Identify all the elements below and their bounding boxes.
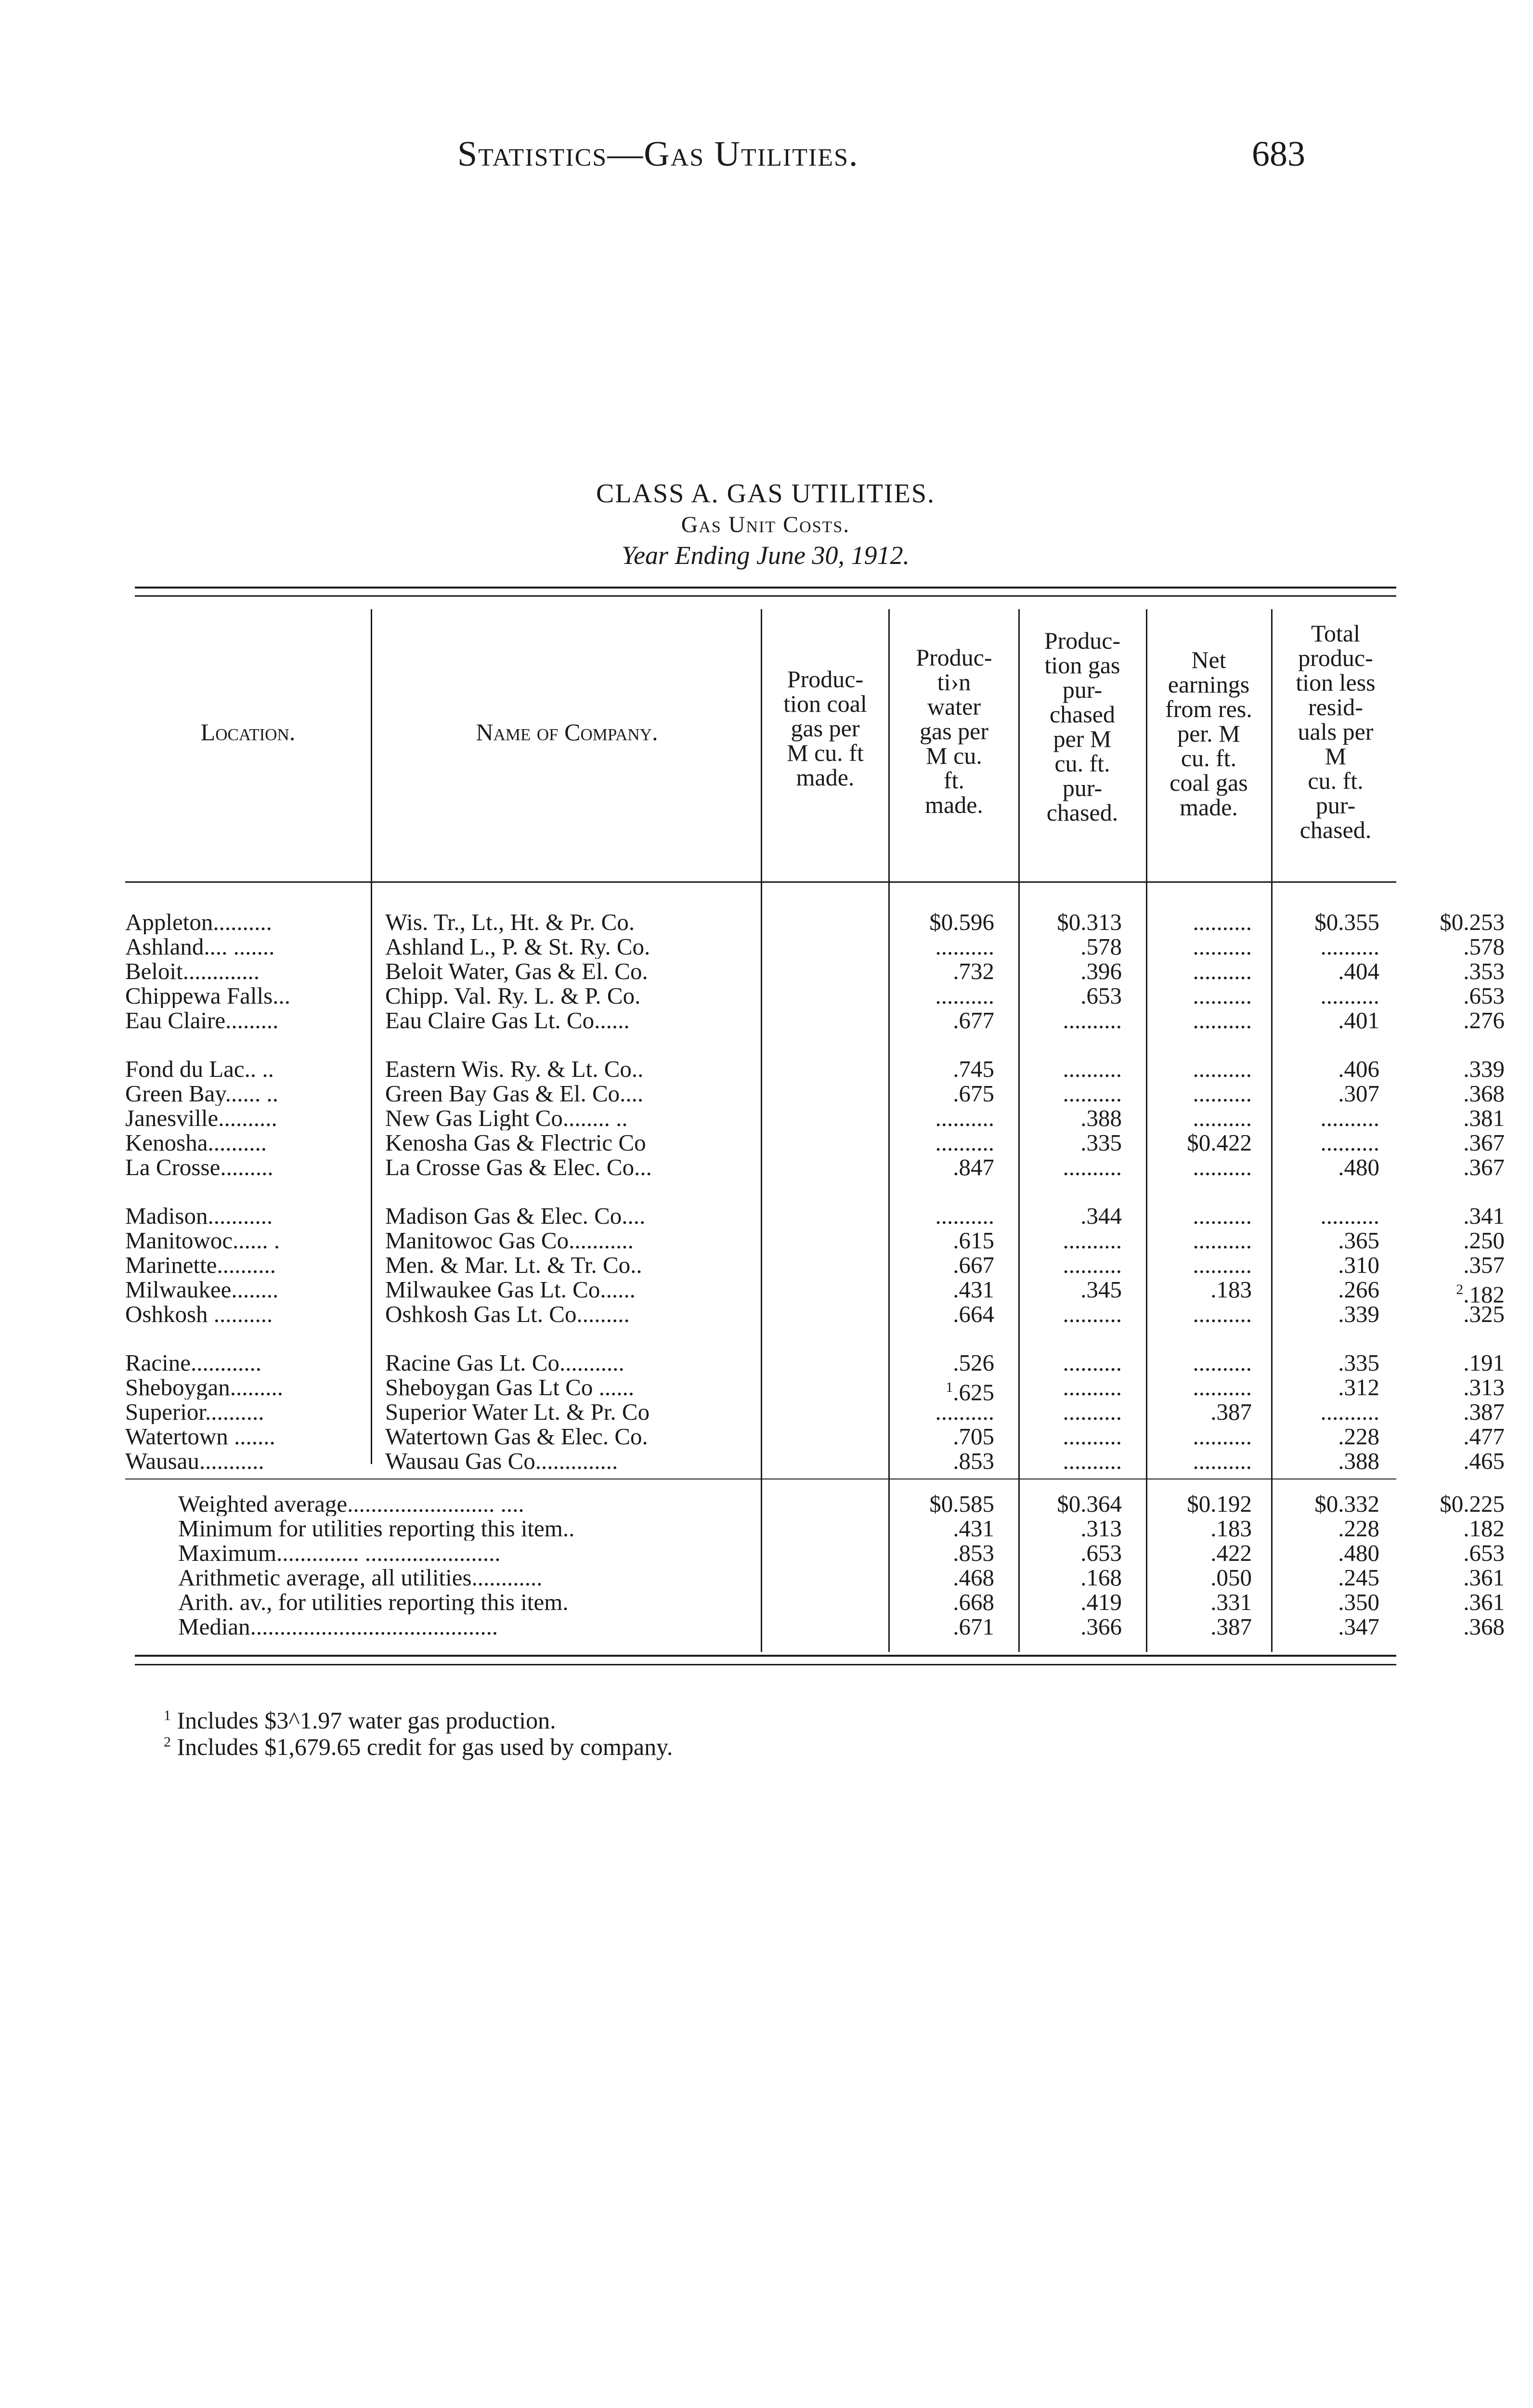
table-row: [125, 1155, 1505, 1179]
value-cell: .183: [1210, 1278, 1252, 1302]
summary-value: .853: [953, 1541, 994, 1565]
summary-value: .350: [1338, 1590, 1379, 1614]
value-cell: ..........: [1193, 1204, 1252, 1228]
summary-value: .431: [953, 1517, 994, 1541]
value-cell: .745: [953, 1057, 994, 1081]
value-cell: .367: [1463, 1155, 1505, 1179]
summary-value: $0.225: [1440, 1492, 1505, 1516]
value-cell: .266: [1338, 1278, 1379, 1302]
table-row: [125, 1425, 1505, 1449]
value-cell: ..........: [1193, 1082, 1252, 1106]
table-row: [125, 1302, 1505, 1326]
company-cell: Kenosha Gas & Flectric Co: [385, 1131, 646, 1155]
location-cell: Manitowoc...... .: [125, 1229, 280, 1253]
footnote-ref: 2: [1456, 1282, 1464, 1297]
value-cell: .396: [1080, 959, 1122, 983]
company-cell: Milwaukee Gas Lt. Co......: [385, 1278, 636, 1302]
value-cell: .325: [1463, 1302, 1505, 1326]
value-cell: .677: [953, 1008, 994, 1033]
table-title: CLASS A. GAS UTILITIES.: [596, 479, 935, 509]
company-cell: Watertown Gas & Elec. Co.: [385, 1425, 648, 1449]
value-cell: ..........: [1063, 1253, 1122, 1277]
value-cell: .388: [1338, 1449, 1379, 1473]
company-cell: Eastern Wis. Ry. & Lt. Co..: [385, 1057, 644, 1081]
header-location: Location.: [200, 719, 296, 746]
summary-value: .361: [1463, 1590, 1505, 1614]
value-cell: .387: [1463, 1400, 1505, 1424]
top-rule-2: [135, 595, 1396, 597]
value-cell: .367: [1463, 1131, 1505, 1155]
value-cell: .353: [1463, 959, 1505, 983]
summary-value: .419: [1080, 1590, 1122, 1614]
company-cell: La Crosse Gas & Elec. Co...: [385, 1155, 652, 1179]
value-cell: $0.313: [1057, 910, 1122, 934]
summary-value: .245: [1338, 1566, 1379, 1590]
company-cell: Wausau Gas Co..............: [385, 1449, 618, 1473]
bottom-rule-1: [135, 1655, 1396, 1657]
table-subtitle: Gas Unit Costs.: [681, 512, 850, 537]
value-cell: ..........: [1063, 1351, 1122, 1375]
summary-value: .387: [1210, 1615, 1252, 1639]
header-water-gas: Produc- ti›n water gas per M cu. ft. made.: [916, 644, 992, 818]
summary-value: .183: [1210, 1517, 1252, 1541]
value-cell: ..........: [1193, 1302, 1252, 1326]
table-row: [125, 1449, 1505, 1473]
company-cell: Chipp. Val. Ry. L. & P. Co.: [385, 984, 641, 1008]
col-divider-location: [371, 609, 372, 1464]
location-cell: Sheboygan.........: [125, 1375, 283, 1400]
summary-value: .228: [1338, 1517, 1379, 1541]
value-cell: .615: [953, 1229, 994, 1253]
value-cell: ..........: [935, 1131, 994, 1155]
footnotes: [164, 1707, 1319, 1760]
value-cell: $0.422: [1187, 1131, 1252, 1155]
value-cell: .526: [953, 1351, 994, 1375]
value-cell: .387: [1210, 1400, 1252, 1424]
value-cell: .191: [1463, 1351, 1505, 1375]
location-cell: La Crosse.........: [125, 1155, 273, 1179]
location-cell: Fond du Lac.. ..: [125, 1057, 274, 1081]
value-cell: .653: [1080, 984, 1122, 1008]
value-cell: .339: [1463, 1057, 1505, 1081]
summary-value: .468: [953, 1566, 994, 1590]
table-row: [125, 1008, 1505, 1033]
summary-value: .313: [1080, 1517, 1122, 1541]
value-cell: ..........: [1193, 1425, 1252, 1449]
table-row: [125, 984, 1505, 1008]
value-cell: .480: [1338, 1155, 1379, 1179]
location-cell: Marinette..........: [125, 1253, 276, 1277]
value-cell: ..........: [1320, 1204, 1379, 1228]
value-cell: .228: [1338, 1425, 1379, 1449]
value-cell: .732: [953, 959, 994, 983]
value-cell: .853: [953, 1449, 994, 1473]
value-cell: ..........: [1063, 1008, 1122, 1033]
value-cell: ..........: [1193, 910, 1252, 934]
summary-value: .347: [1338, 1615, 1379, 1639]
value-cell: ..........: [1193, 1106, 1252, 1130]
value-cell: $0.355: [1314, 910, 1379, 934]
value-cell: ..........: [1193, 1375, 1252, 1400]
summary-value: .671: [953, 1615, 994, 1639]
location-cell: Ashland.... .......: [125, 935, 275, 959]
table-row: [125, 1253, 1505, 1277]
summary-value: $0.364: [1057, 1492, 1122, 1516]
value-cell: ..........: [1063, 1057, 1122, 1081]
header-coal-gas: Produc- tion coal gas per M cu. ft made.: [783, 666, 867, 791]
summary-value: $0.332: [1314, 1492, 1379, 1516]
company-cell: Eau Claire Gas Lt. Co......: [385, 1008, 630, 1033]
value-cell: ..........: [1320, 984, 1379, 1008]
company-cell: Oshkosh Gas Lt. Co.........: [385, 1302, 630, 1326]
summary-value: $0.585: [929, 1492, 994, 1516]
summary-label: Median..........................................: [178, 1615, 498, 1639]
location-cell: Appleton..........: [125, 910, 272, 934]
value-cell: .381: [1463, 1106, 1505, 1130]
value-cell: $0.596: [929, 910, 994, 934]
value-cell: .344: [1080, 1204, 1122, 1228]
value-cell: .404: [1338, 959, 1379, 983]
header-purchased-gas: Produc- tion gas pur- chased per M cu. ft. pur- chased.: [1044, 627, 1121, 826]
value-cell: .341: [1463, 1204, 1505, 1228]
summary-value: .422: [1210, 1541, 1252, 1565]
value-cell: .307: [1338, 1082, 1379, 1106]
table-year: Year Ending June 30, 1912.: [622, 541, 909, 570]
header-company: Name of Company.: [476, 719, 658, 746]
company-cell: Madison Gas & Elec. Co....: [385, 1204, 646, 1228]
table-row: [125, 1131, 1505, 1155]
location-cell: Chippewa Falls...: [125, 984, 290, 1008]
value-cell: .335: [1338, 1351, 1379, 1375]
value-cell: .667: [953, 1253, 994, 1277]
summary-label: Maximum.............. .......................: [178, 1541, 501, 1565]
value-cell: ..........: [1063, 1155, 1122, 1179]
summary-value: .368: [1463, 1615, 1505, 1639]
value-cell: .477: [1463, 1425, 1505, 1449]
summary-row: [125, 1492, 1505, 1516]
value-cell: ..........: [1063, 1082, 1122, 1106]
value-cell: ..........: [935, 1204, 994, 1228]
value-cell: .653: [1463, 984, 1505, 1008]
value-cell: .664: [953, 1302, 994, 1326]
summary-value: .480: [1338, 1541, 1379, 1565]
value-cell: .578: [1463, 935, 1505, 959]
summary-value: .653: [1463, 1541, 1505, 1565]
value-cell: .313: [1463, 1375, 1505, 1400]
summary-label: Arith. av., for utilities reporting this item.: [178, 1590, 569, 1614]
table-row: [125, 1057, 1505, 1081]
table-title-block: [140, 477, 1391, 572]
value-cell: ..........: [1063, 1425, 1122, 1449]
value-cell: ..........: [935, 1400, 994, 1424]
value-cell: ..........: [1193, 959, 1252, 983]
summary-value: .168: [1080, 1566, 1122, 1590]
value-cell: .339: [1338, 1302, 1379, 1326]
value-cell: ..........: [1320, 1131, 1379, 1155]
value-cell: ..........: [1320, 935, 1379, 959]
summary-value: .653: [1080, 1541, 1122, 1565]
value-cell: .847: [953, 1155, 994, 1179]
value-cell: ..........: [1063, 1302, 1122, 1326]
value-cell: .368: [1463, 1082, 1505, 1106]
summary-value: .050: [1210, 1566, 1252, 1590]
location-cell: Kenosha..........: [125, 1131, 267, 1155]
table-row: [125, 910, 1505, 934]
value-cell: ..........: [1193, 1229, 1252, 1253]
location-cell: Madison...........: [125, 1204, 273, 1228]
value-cell: $^2$.182: [1456, 1281, 1505, 1307]
value-cell: ..........: [935, 1106, 994, 1130]
location-cell: Racine............: [125, 1351, 262, 1375]
company-cell: Ashland L., P. & St. Ry. Co.: [385, 935, 650, 959]
header-total-production: Total produc- tion less resid- uals per M cu. ft. pur- chased.: [1296, 620, 1376, 843]
value-cell: ..........: [1193, 935, 1252, 959]
value-cell: $0.253: [1440, 910, 1505, 934]
location-cell: Janesville..........: [125, 1106, 277, 1130]
company-cell: Racine Gas Lt. Co...........: [385, 1351, 624, 1375]
summary-row: [125, 1566, 1505, 1590]
summary-label: Arithmetic average, all utilities............: [178, 1566, 543, 1590]
location-cell: Wausau...........: [125, 1449, 264, 1473]
summary-value: .331: [1210, 1590, 1252, 1614]
company-cell: Beloit Water, Gas & El. Co.: [385, 959, 648, 983]
location-cell: Green Bay...... ..: [125, 1082, 278, 1106]
value-cell: ..........: [935, 984, 994, 1008]
value-cell: .465: [1463, 1449, 1505, 1473]
page-number: 683: [1252, 134, 1305, 174]
bottom-rule-2: [135, 1664, 1396, 1665]
value-cell: .388: [1080, 1106, 1122, 1130]
value-cell: ..........: [1063, 1229, 1122, 1253]
summary-value: .668: [953, 1590, 994, 1614]
value-cell: .365: [1338, 1229, 1379, 1253]
company-cell: New Gas Light Co........ ..: [385, 1106, 628, 1130]
table-row: [125, 1229, 1505, 1253]
value-cell: .675: [953, 1082, 994, 1106]
table-row: [125, 1106, 1505, 1130]
location-cell: Beloit.............: [125, 959, 260, 983]
summary-value: .182: [1463, 1517, 1505, 1541]
table-row: [125, 1082, 1505, 1106]
summary-row: [125, 1590, 1505, 1614]
value-cell: .406: [1338, 1057, 1379, 1081]
table-row: [125, 1351, 1505, 1375]
location-cell: Superior..........: [125, 1400, 264, 1424]
value-cell: .276: [1463, 1008, 1505, 1033]
value-cell: ..........: [935, 935, 994, 959]
location-cell: Eau Claire.........: [125, 1008, 279, 1033]
table-row: [125, 1278, 1505, 1307]
top-rule-1: [135, 587, 1396, 589]
footnote-ref: 1: [946, 1379, 953, 1395]
summary-row: [125, 1615, 1505, 1639]
summary-value: $0.192: [1187, 1492, 1252, 1516]
value-cell: .335: [1080, 1131, 1122, 1155]
value-cell: .310: [1338, 1253, 1379, 1277]
value-cell: ..........: [1193, 1253, 1252, 1277]
value-cell: .345: [1080, 1278, 1122, 1302]
summary-label: Weighted average......................... ....: [178, 1492, 524, 1516]
company-cell: Superior Water Lt. & Pr. Co: [385, 1400, 650, 1424]
value-cell: ..........: [1193, 1449, 1252, 1473]
footnote-2: $^2$ Includes $1,679.65 credit for gas used by company.: [164, 1733, 673, 1760]
location-cell: Oshkosh ..........: [125, 1302, 273, 1326]
value-cell: ..........: [1193, 1008, 1252, 1033]
value-cell: ..........: [1320, 1106, 1379, 1130]
value-cell: $^1$.625: [946, 1379, 994, 1405]
summary-value: .361: [1463, 1566, 1505, 1590]
company-cell: Sheboygan Gas Lt Co ......: [385, 1375, 635, 1400]
location-cell: Watertown .......: [125, 1425, 275, 1449]
location-cell: Milwaukee........: [125, 1278, 279, 1302]
value-cell: .357: [1463, 1253, 1505, 1277]
value-cell: .431: [953, 1278, 994, 1302]
footnote-1: $^1$ Includes $3^1.97 water gas production.: [164, 1707, 556, 1734]
value-cell: ..........: [1063, 1400, 1122, 1424]
running-head: Statistics—Gas Utilities.: [457, 134, 859, 174]
company-cell: Green Bay Gas & El. Co....: [385, 1082, 644, 1106]
value-cell: .250: [1463, 1229, 1505, 1253]
value-cell: ..........: [1193, 1057, 1252, 1081]
company-cell: Manitowoc Gas Co...........: [385, 1229, 634, 1253]
value-cell: .312: [1338, 1375, 1379, 1400]
value-cell: ..........: [1063, 1449, 1122, 1473]
table-row: [125, 959, 1505, 983]
summary-label: Minimum for utilities reporting this item..: [178, 1517, 575, 1541]
summary-row: [125, 1541, 1505, 1565]
summary-row: [125, 1517, 1505, 1541]
value-cell: .705: [953, 1425, 994, 1449]
header-net-earnings: Net earnings from res. per. M cu. ft. coal gas made.: [1165, 646, 1252, 821]
value-cell: ..........: [1193, 1155, 1252, 1179]
table-row: [125, 1375, 1505, 1405]
company-cell: Wis. Tr., Lt., Ht. & Pr. Co.: [385, 910, 635, 934]
value-cell: ..........: [1063, 1375, 1122, 1400]
company-cell: Men. & Mar. Lt. & Tr. Co..: [385, 1253, 642, 1277]
value-cell: ..........: [1320, 1400, 1379, 1424]
value-cell: .401: [1338, 1008, 1379, 1033]
table-row: [125, 935, 1505, 959]
value-cell: ..........: [1193, 984, 1252, 1008]
value-cell: .578: [1080, 935, 1122, 959]
value-cell: ..........: [1193, 1351, 1252, 1375]
table-row: [125, 1400, 1505, 1424]
summary-value: .366: [1080, 1615, 1122, 1639]
table-row: [125, 1204, 1505, 1228]
